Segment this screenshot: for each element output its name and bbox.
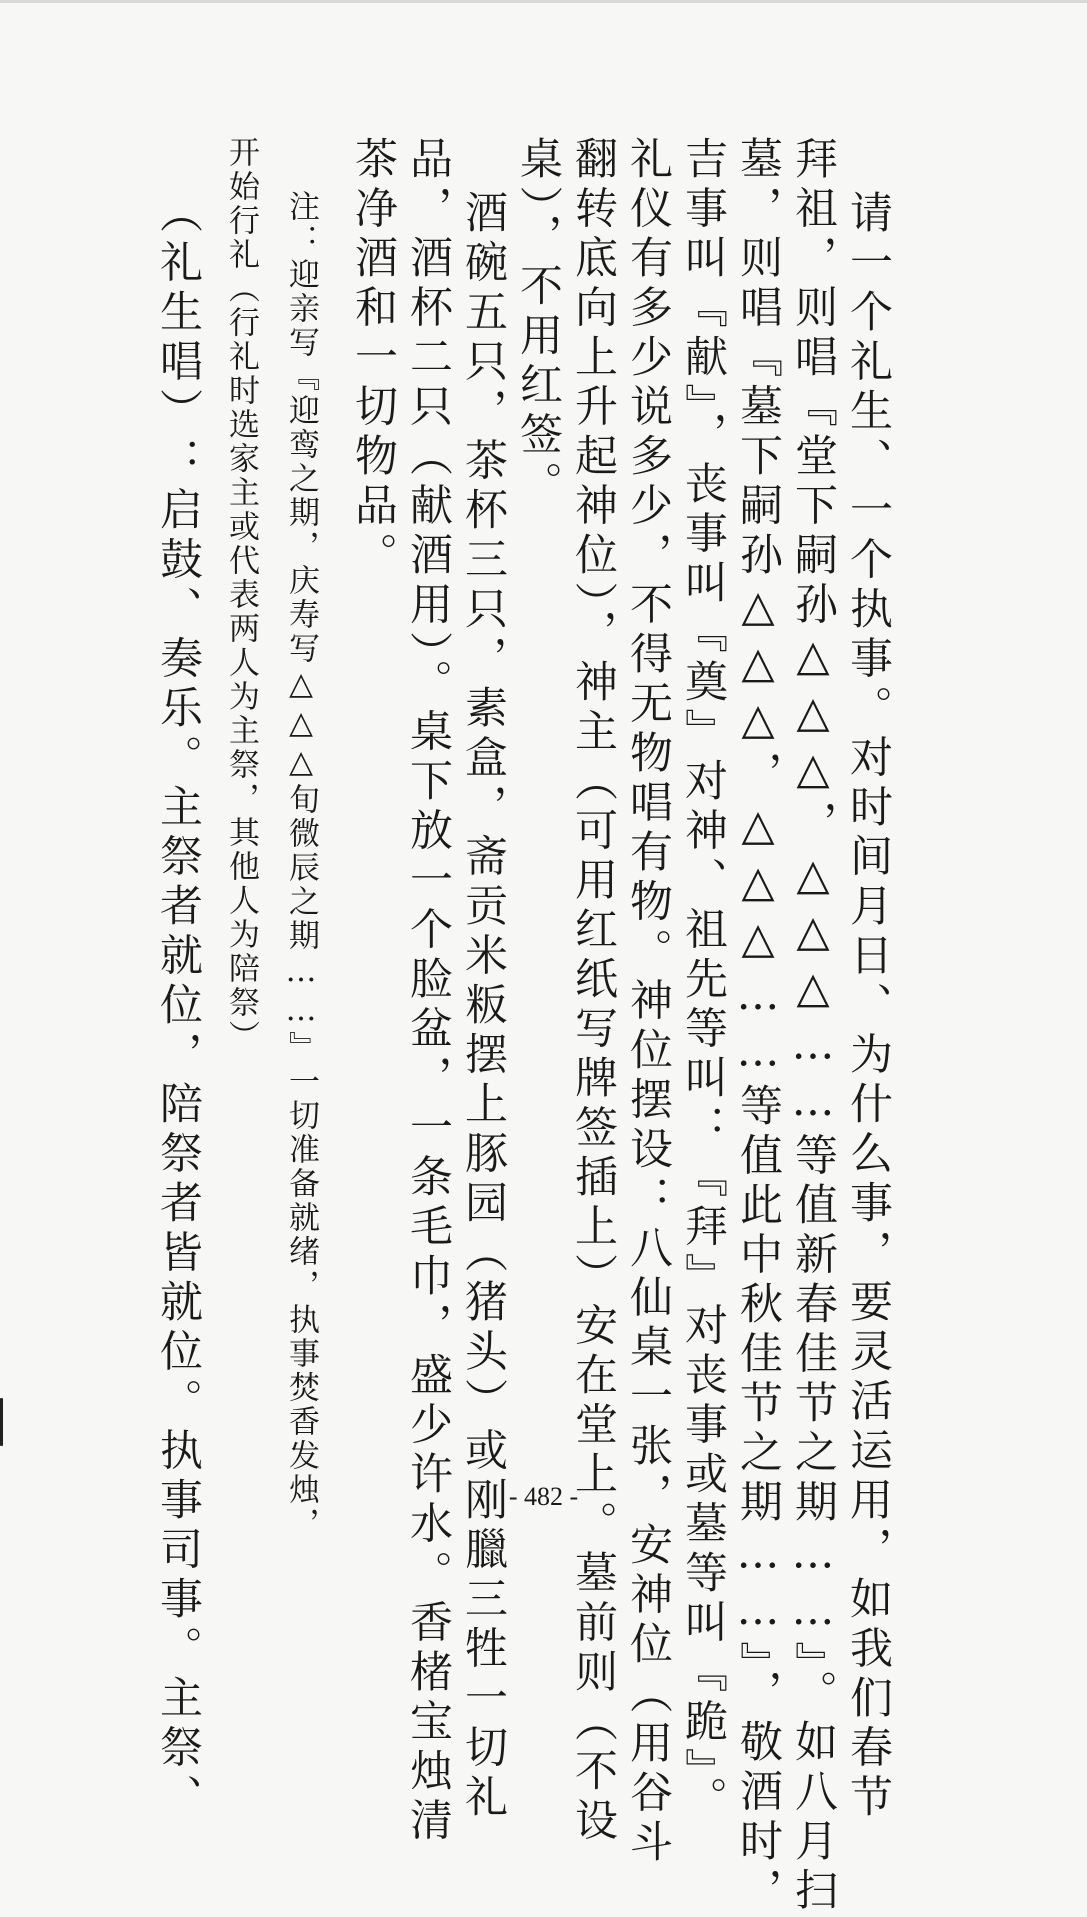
text-column-3: 墓，则唱『墓下嗣孙△△△，△△△……等值此中秋佳节之期……』，敬酒时，: [733, 136, 783, 1917]
text-column-7: 桌），不用红签。: [513, 136, 563, 511]
text-column-final: （礼生唱）：启鼓、奏乐。主祭者就位，陪祭者皆就位。执事司事。主祭、: [153, 190, 203, 1824]
text-column-1: 请一个礼生、一个执事。对时间月日、为什么事，要灵活运用，如我们春节: [843, 190, 893, 1824]
text-column-10: 茶净酒和一切物品。: [348, 136, 398, 582]
note-column-1: 注：迎亲写『迎鸾之期，庆寿写△△△旬微辰之期……』一切准备就绪，执事焚香发烛，: [283, 190, 319, 1541]
text-column-5: 礼仪有多少说多少，不得无物唱有物。神位摆设：八仙桌一张，安神位（用谷斗: [623, 136, 673, 1869]
text-column-9: 品，酒杯二只（献酒用）。桌下放一个脸盆，一条毛巾，盛少许水。香楮宝烛清: [403, 136, 453, 1847]
note-column-2: 开始行礼（行礼时选家主或代表两人为主祭，其他人为陪祭）: [223, 136, 259, 1054]
scan-border: [0, 0, 1087, 3]
text-column-4: 吉事叫『献』，丧事叫『奠』对神、祖先等叫：『拜』对丧事或墓等叫『跪』。: [678, 136, 728, 1826]
text-column-8: 酒碗五只，茶杯三只，素盒，斋贡米粄摆上豚园（猪头）或刚臘三牲一切礼: [458, 190, 508, 1824]
scan-mark: [0, 1398, 3, 1446]
page-number: - 482 -: [508, 1482, 579, 1511]
text-column-6: 翻转底向上升起神位），神主（可用红纸写牌签插上）安在堂上。墓前则（不设: [568, 136, 618, 1847]
text-column-2: 拜祖，则唱『堂下嗣孙△△△，△△△……等值新春佳节之期……』。如八月扫: [788, 136, 838, 1917]
